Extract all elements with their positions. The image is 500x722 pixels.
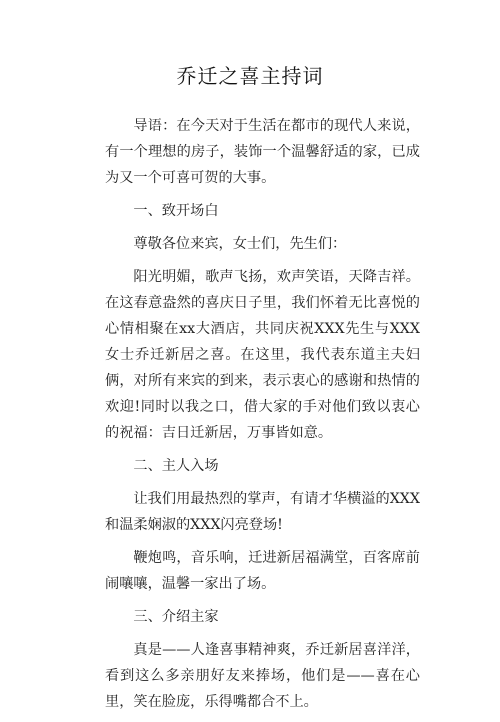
page-title: 乔迁之喜主持词 <box>176 64 324 88</box>
opening-speech-paragraph: 阳光明媚，歌声飞扬，欢声笑语，天降吉祥。在这春意盎然的喜庆日子里，我们怀着无比喜悦的心情相聚在xx大酒店，共同庆祝XXX先生与XXX女士乔迁新居之喜。在这里，我代表东道主夫妇俩，对所有来宾的到来，表示衷心的感谢和热情的欢迎!同时以我之口，借大家的手对他们致以衷心的祝福：吉日迁新居，万事皆如意。 <box>105 269 420 441</box>
section-heading-opening: 一、致开场白 <box>133 203 219 219</box>
family-paragraph: 真是——人逢喜事精神爽，乔迁新居喜洋洋，看到这么多亲朋好友来捧场，他们是——喜在心里，笑在脸庞，乐得嘴都合不上。 <box>105 642 420 710</box>
document-body <box>105 113 420 722</box>
greeting-paragraph: 尊敬各位来宾，女士们，先生们： <box>133 236 347 252</box>
invitation-paragraph: 让我们用最热烈的掌声，有请才华横溢的XXX和温柔娴淑的XXX闪亮登场! <box>105 491 420 533</box>
celebration-paragraph: 鞭炮鸣，音乐响，迁进新居福满堂，百客席前闹嚷嚷，温馨一家出了场。 <box>105 550 420 592</box>
section-heading-hosts-enter: 二、主人入场 <box>133 458 219 474</box>
intro-paragraph: 导语：在今天对于生活在都市的现代人来说，有一个理想的房子，装饰一个温馨舒适的家，已成为又一个可喜可贺的大事。 <box>105 118 420 186</box>
section-heading-introduce-family: 三、介绍主家 <box>133 609 219 625</box>
